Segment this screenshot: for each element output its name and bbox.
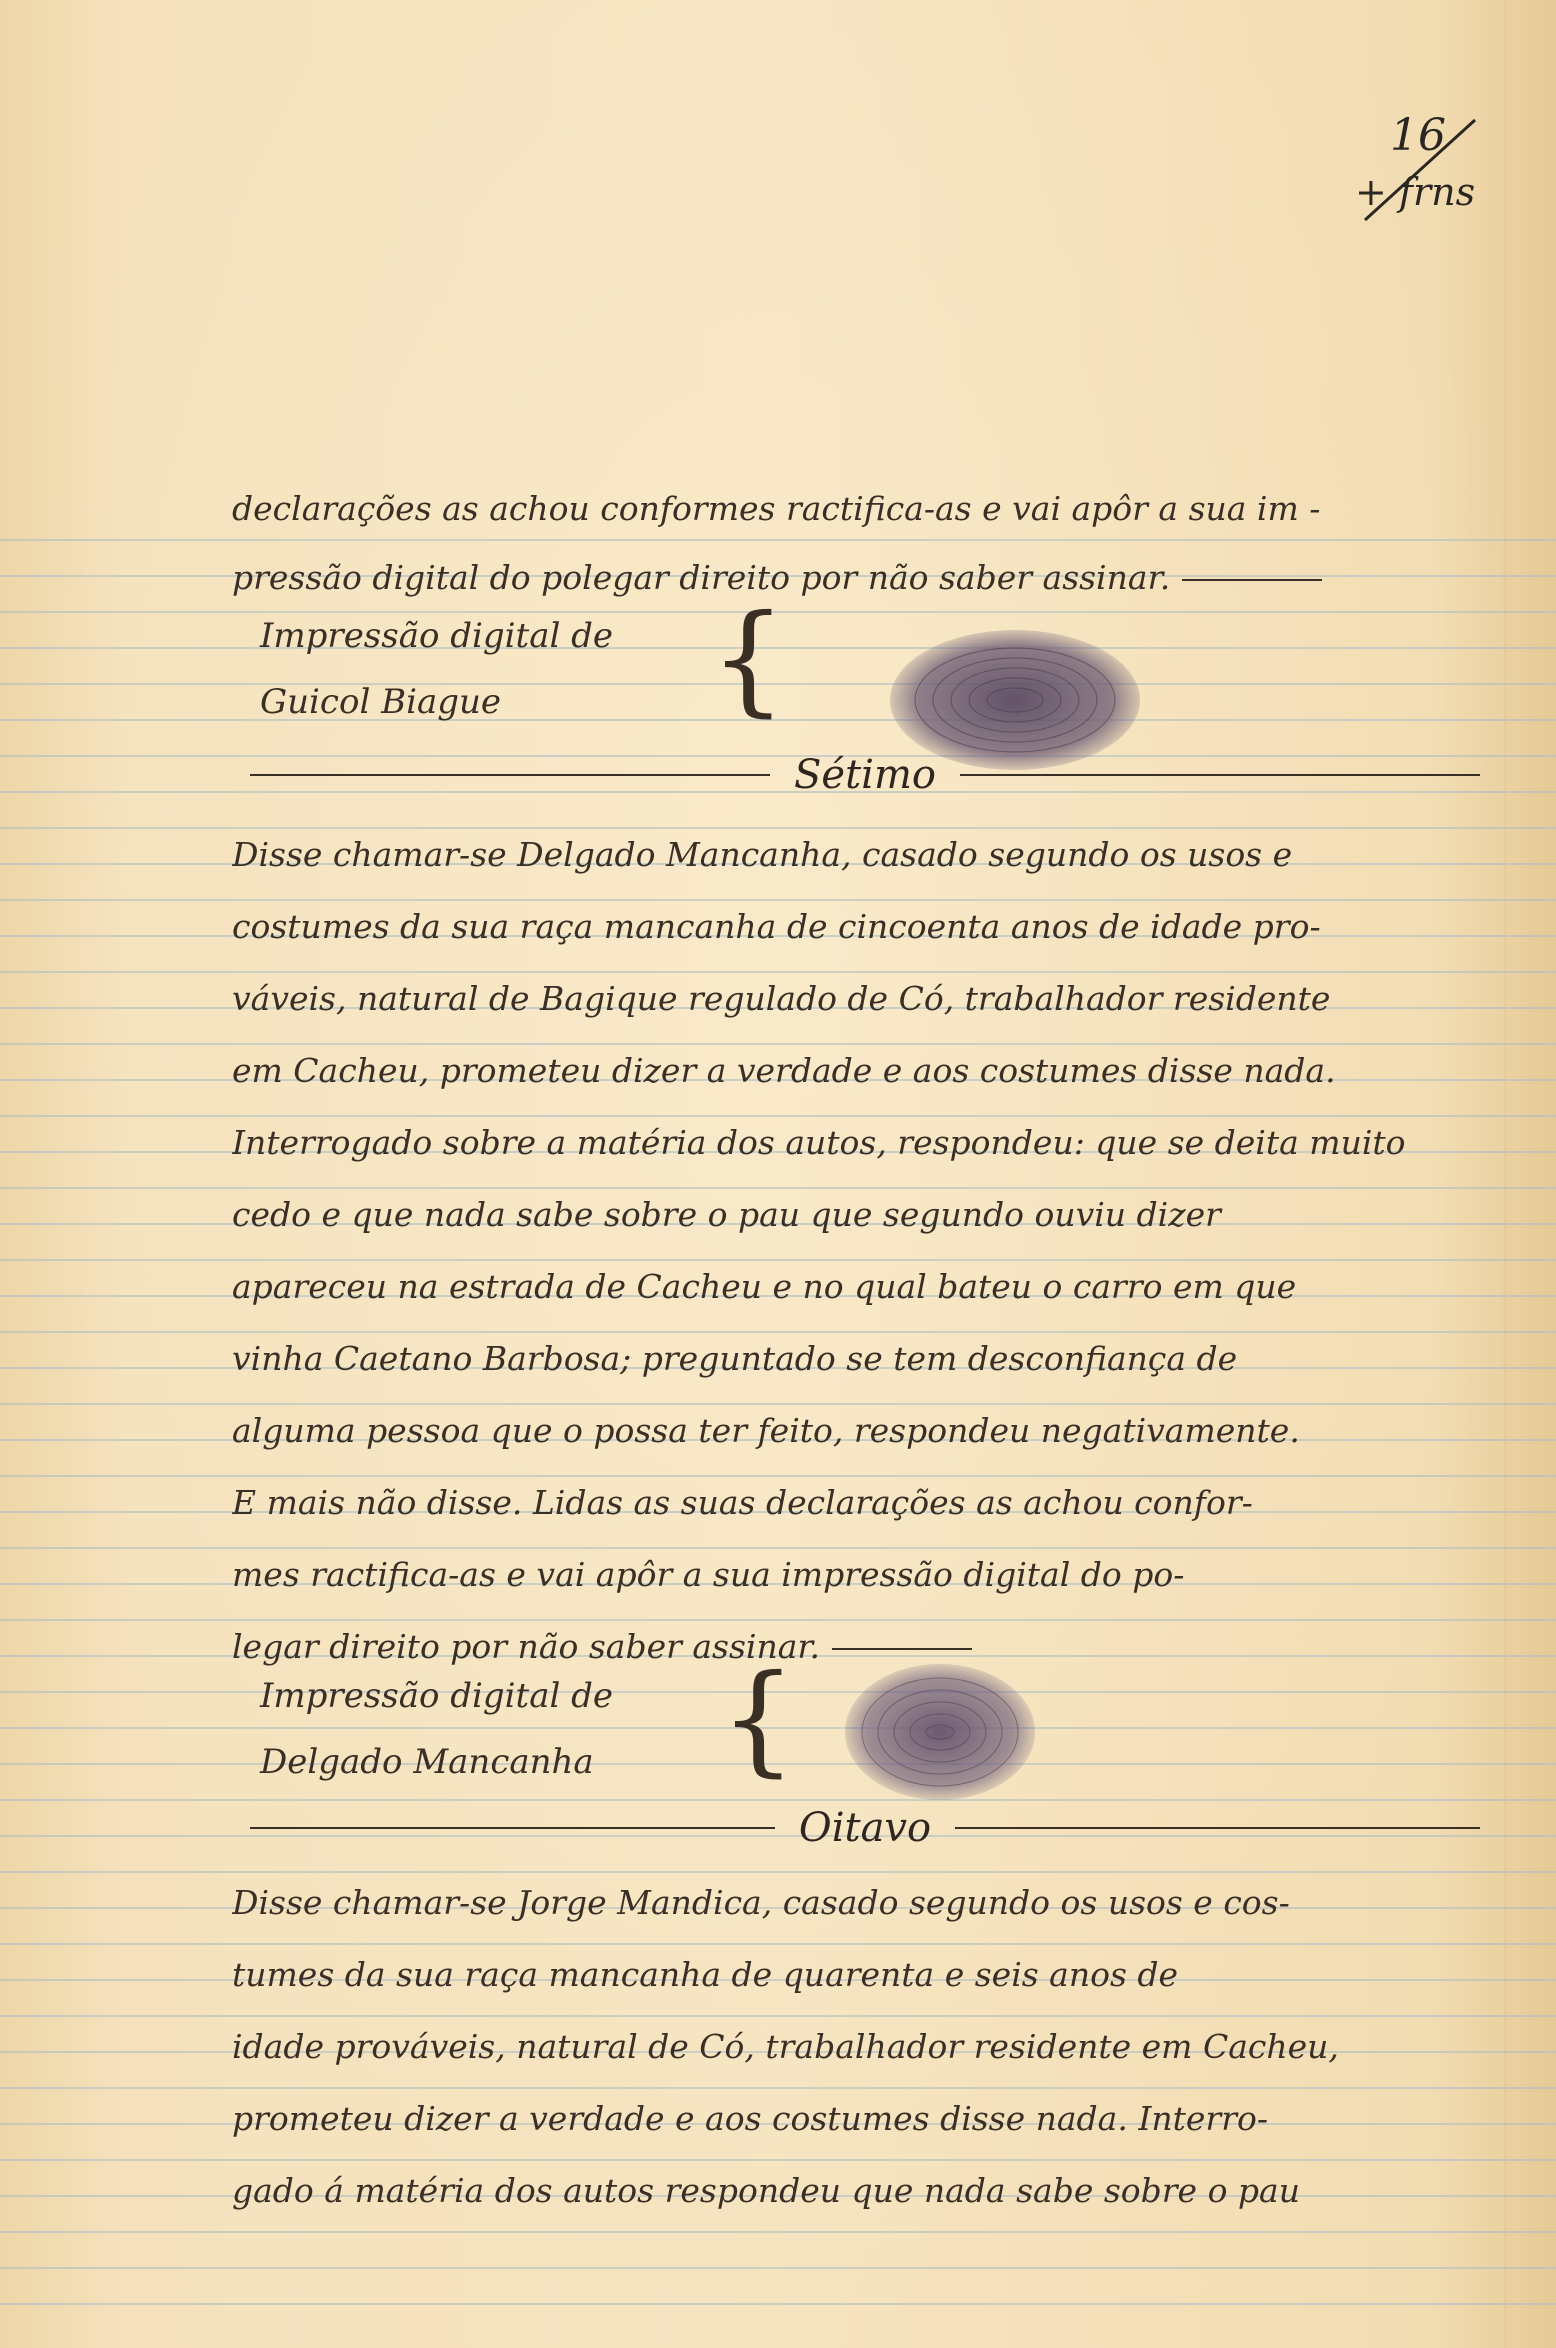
heading-rule-right: [960, 774, 1480, 776]
heading-rule-left: [250, 1827, 775, 1829]
text-line: váveis, natural de Bagique regulado de Có, trabalhador residente: [232, 979, 1331, 1018]
text-line: apareceu na estrada de Cacheu e no qual bateu o carro em que: [232, 1267, 1297, 1306]
text-line: pressão digital do polegar direito por não saber assinar.: [232, 543, 1472, 613]
folio-page-number: 16: [1390, 110, 1446, 161]
brace-icon: {: [720, 1650, 797, 1789]
folio-subscript: + frns: [1355, 170, 1476, 214]
heading-rule-left: [250, 774, 770, 776]
signature-label: Impressão digital de: [260, 1676, 614, 1716]
text-line: Disse chamar-se Jorge Mandica, casado segundo os usos e cos-: [232, 1883, 1290, 1922]
text-line: cedo e que nada sabe sobre o pau que segundo ouviu dizer: [232, 1195, 1221, 1234]
text-line: mes ractifica-as e vai apôr a sua impressão digital do po-: [232, 1555, 1185, 1594]
text-line: legar direito por não saber assinar.: [232, 1612, 1472, 1682]
text-line: alguma pessoa que o possa ter feito, respondeu negativamente.: [232, 1411, 1300, 1450]
text-line: declarações as achou conformes ractifica-as e vai apôr a sua im -: [232, 489, 1321, 528]
signature-name: Guicol Biague: [260, 682, 502, 722]
text-line: Interrogado sobre a matéria dos autos, respondeu: que se deita muito: [232, 1123, 1406, 1162]
text-line: Disse chamar-se Delgado Mancanha, casado segundo os usos e: [232, 835, 1293, 874]
text-line: costumes da sua raça mancanha de cincoenta anos de idade pro-: [232, 907, 1321, 946]
text-line: em Cacheu, prometeu dizer a verdade e aos costumes disse nada.: [232, 1051, 1336, 1090]
signature-name: Delgado Mancanha: [260, 1742, 594, 1782]
text-line: prometeu dizer a verdade e aos costumes disse nada. Interro-: [232, 2099, 1268, 2138]
text-line: vinha Caetano Barbosa; preguntado se tem desconfiança de: [232, 1339, 1238, 1378]
heading-rule-right: [955, 1827, 1480, 1829]
text-line: gado á matéria dos autos respondeu que nada sabe sobre o pau: [232, 2171, 1300, 2210]
folio-number: [1345, 110, 1515, 240]
section-heading-setimo: [250, 735, 1480, 815]
heading-title: Sétimo: [794, 752, 936, 798]
brace-icon: {: [710, 590, 787, 729]
signature-block-guicol: [250, 590, 950, 750]
text-line: idade prováveis, natural de Có, trabalhador residente em Cacheu,: [232, 2027, 1339, 2066]
text-line: E mais não disse. Lidas as suas declarações as achou confor-: [232, 1483, 1253, 1522]
text-line: tumes da sua raça mancanha de quarenta e seis anos de: [232, 1955, 1179, 1994]
signature-label: Impressão digital de: [260, 616, 614, 656]
section-heading-oitavo: [250, 1788, 1480, 1868]
heading-title: Oitavo: [798, 1805, 932, 1851]
